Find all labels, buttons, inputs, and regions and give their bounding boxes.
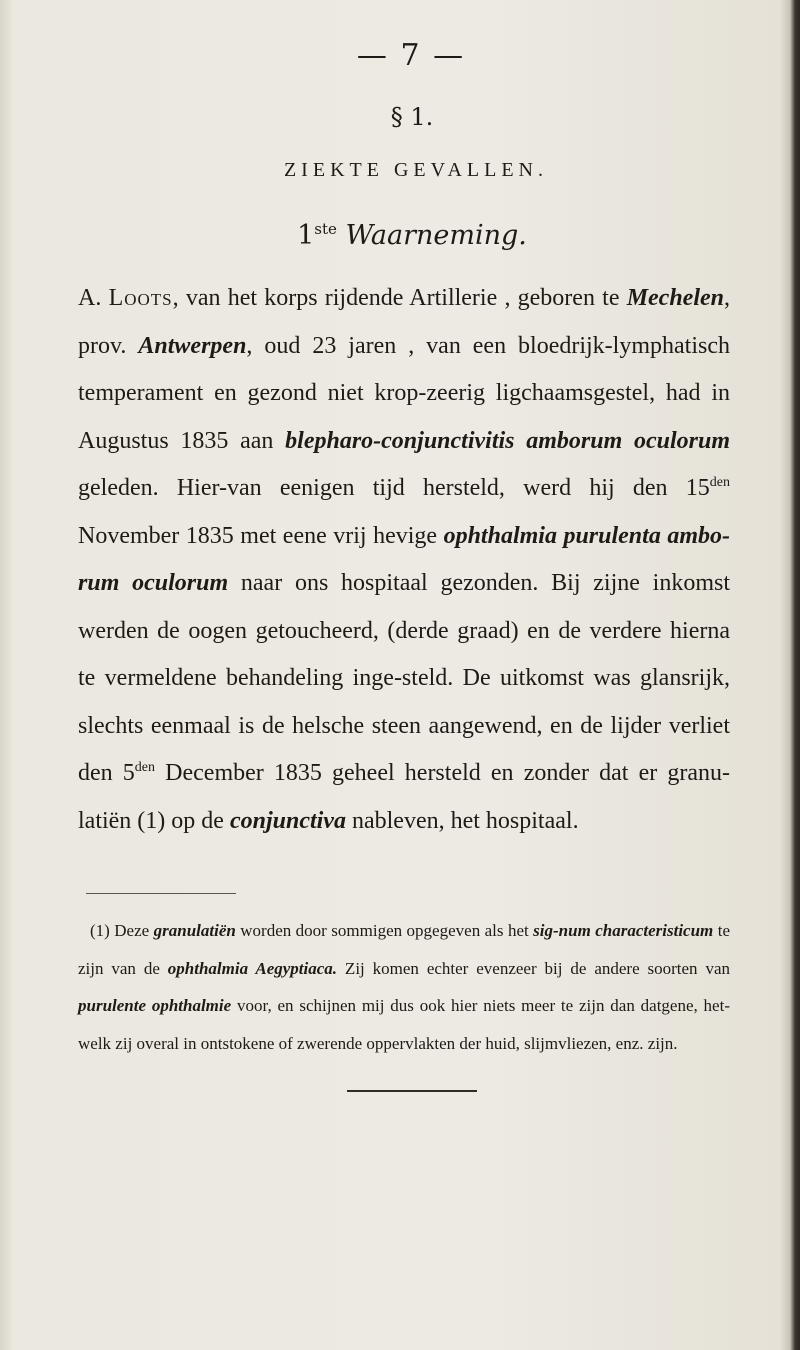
body-initial: A. xyxy=(78,285,102,311)
chapter-heading: ZIEKTE GEVALLEN. xyxy=(283,159,549,181)
body-text-run: , prov. xyxy=(78,285,730,359)
footnote-run: (1) Deze xyxy=(90,921,154,940)
body-text-run: , van het korps rijdende Artillerie , geboren te xyxy=(172,285,627,311)
observation-title: Waarneming. xyxy=(345,220,527,251)
page-content xyxy=(78,38,730,1092)
diagnosis-ophthalmia: ophthalmia purulenta ambo-rum oculorum xyxy=(78,522,730,596)
body-text-run: , oud 23 jaren , van een bloedrijk-lymphatisch temperament en gezond niet krop-zeerig ligchaamsgestel, had in Augustus 1835 aan xyxy=(78,332,730,454)
page-number: — 7 — xyxy=(356,38,466,73)
diagnosis-blepharo: blepharo-conjunctivitis amborum oculorum xyxy=(285,427,730,454)
place-antwerpen: Antwerpen xyxy=(138,332,247,359)
end-ornament-rule xyxy=(347,1090,477,1092)
place-mechelen: Mechelen xyxy=(626,285,724,311)
date-suffix: den xyxy=(134,760,156,775)
body-text-run: naar ons hospitaal gezonden. Bij zijne inkomst werden de oogen getoucheerd, (derde graad) en de verdere hierna te vermeldene behandeling inge-steld. De uitkomst was glansrijk, slechts eenmaal is de helsche steen aangewend, en de lijder verliet den 5 xyxy=(78,570,730,786)
body-text-run: December 1835 geheel hersteld en zonder dat er granu-latiën (1) op de xyxy=(78,760,731,834)
date-suffix: den xyxy=(709,475,730,490)
main-paragraph xyxy=(78,275,730,845)
body-text-run: geleden. Hier-van eenigen tijd hersteld, werd hij den 15 xyxy=(78,475,710,501)
footnote-term: sig-num characteristicum xyxy=(533,921,714,940)
footnote xyxy=(78,912,730,1062)
body-text-run: November 1835 met eene vrij hevige xyxy=(78,522,444,549)
footnote-term: ophthalmia Aegyptiaca. xyxy=(167,958,338,978)
term-conjunctiva: conjunctiva xyxy=(229,807,346,834)
observation-heading xyxy=(78,220,730,251)
footnote-run: te zijn van de xyxy=(78,921,730,978)
body-text-run: nableven, het hospitaal. xyxy=(345,807,579,834)
observation-number: 1 xyxy=(297,220,315,251)
footnote-term: purulente ophthalmie xyxy=(78,996,232,1015)
footnote-divider xyxy=(86,893,236,894)
section-mark: § 1. xyxy=(390,103,434,131)
patient-name: Loots xyxy=(108,285,173,311)
footnote-term: granulatiën xyxy=(153,921,236,940)
observation-number-suffix: ste xyxy=(314,220,337,238)
footnote-run: worden door sommigen opgegeven als het xyxy=(235,921,534,940)
footnote-run: voor, en schijnen mij dus ook hier niets meer te zijn dan datgene, het-welk zij overal in ontstokene of zwerende oppervlakten der huid, slijmvliezen, enz. zijn. xyxy=(78,996,730,1053)
footnote-run: Zij komen echter evenzeer bij de andere soorten van xyxy=(337,958,730,978)
